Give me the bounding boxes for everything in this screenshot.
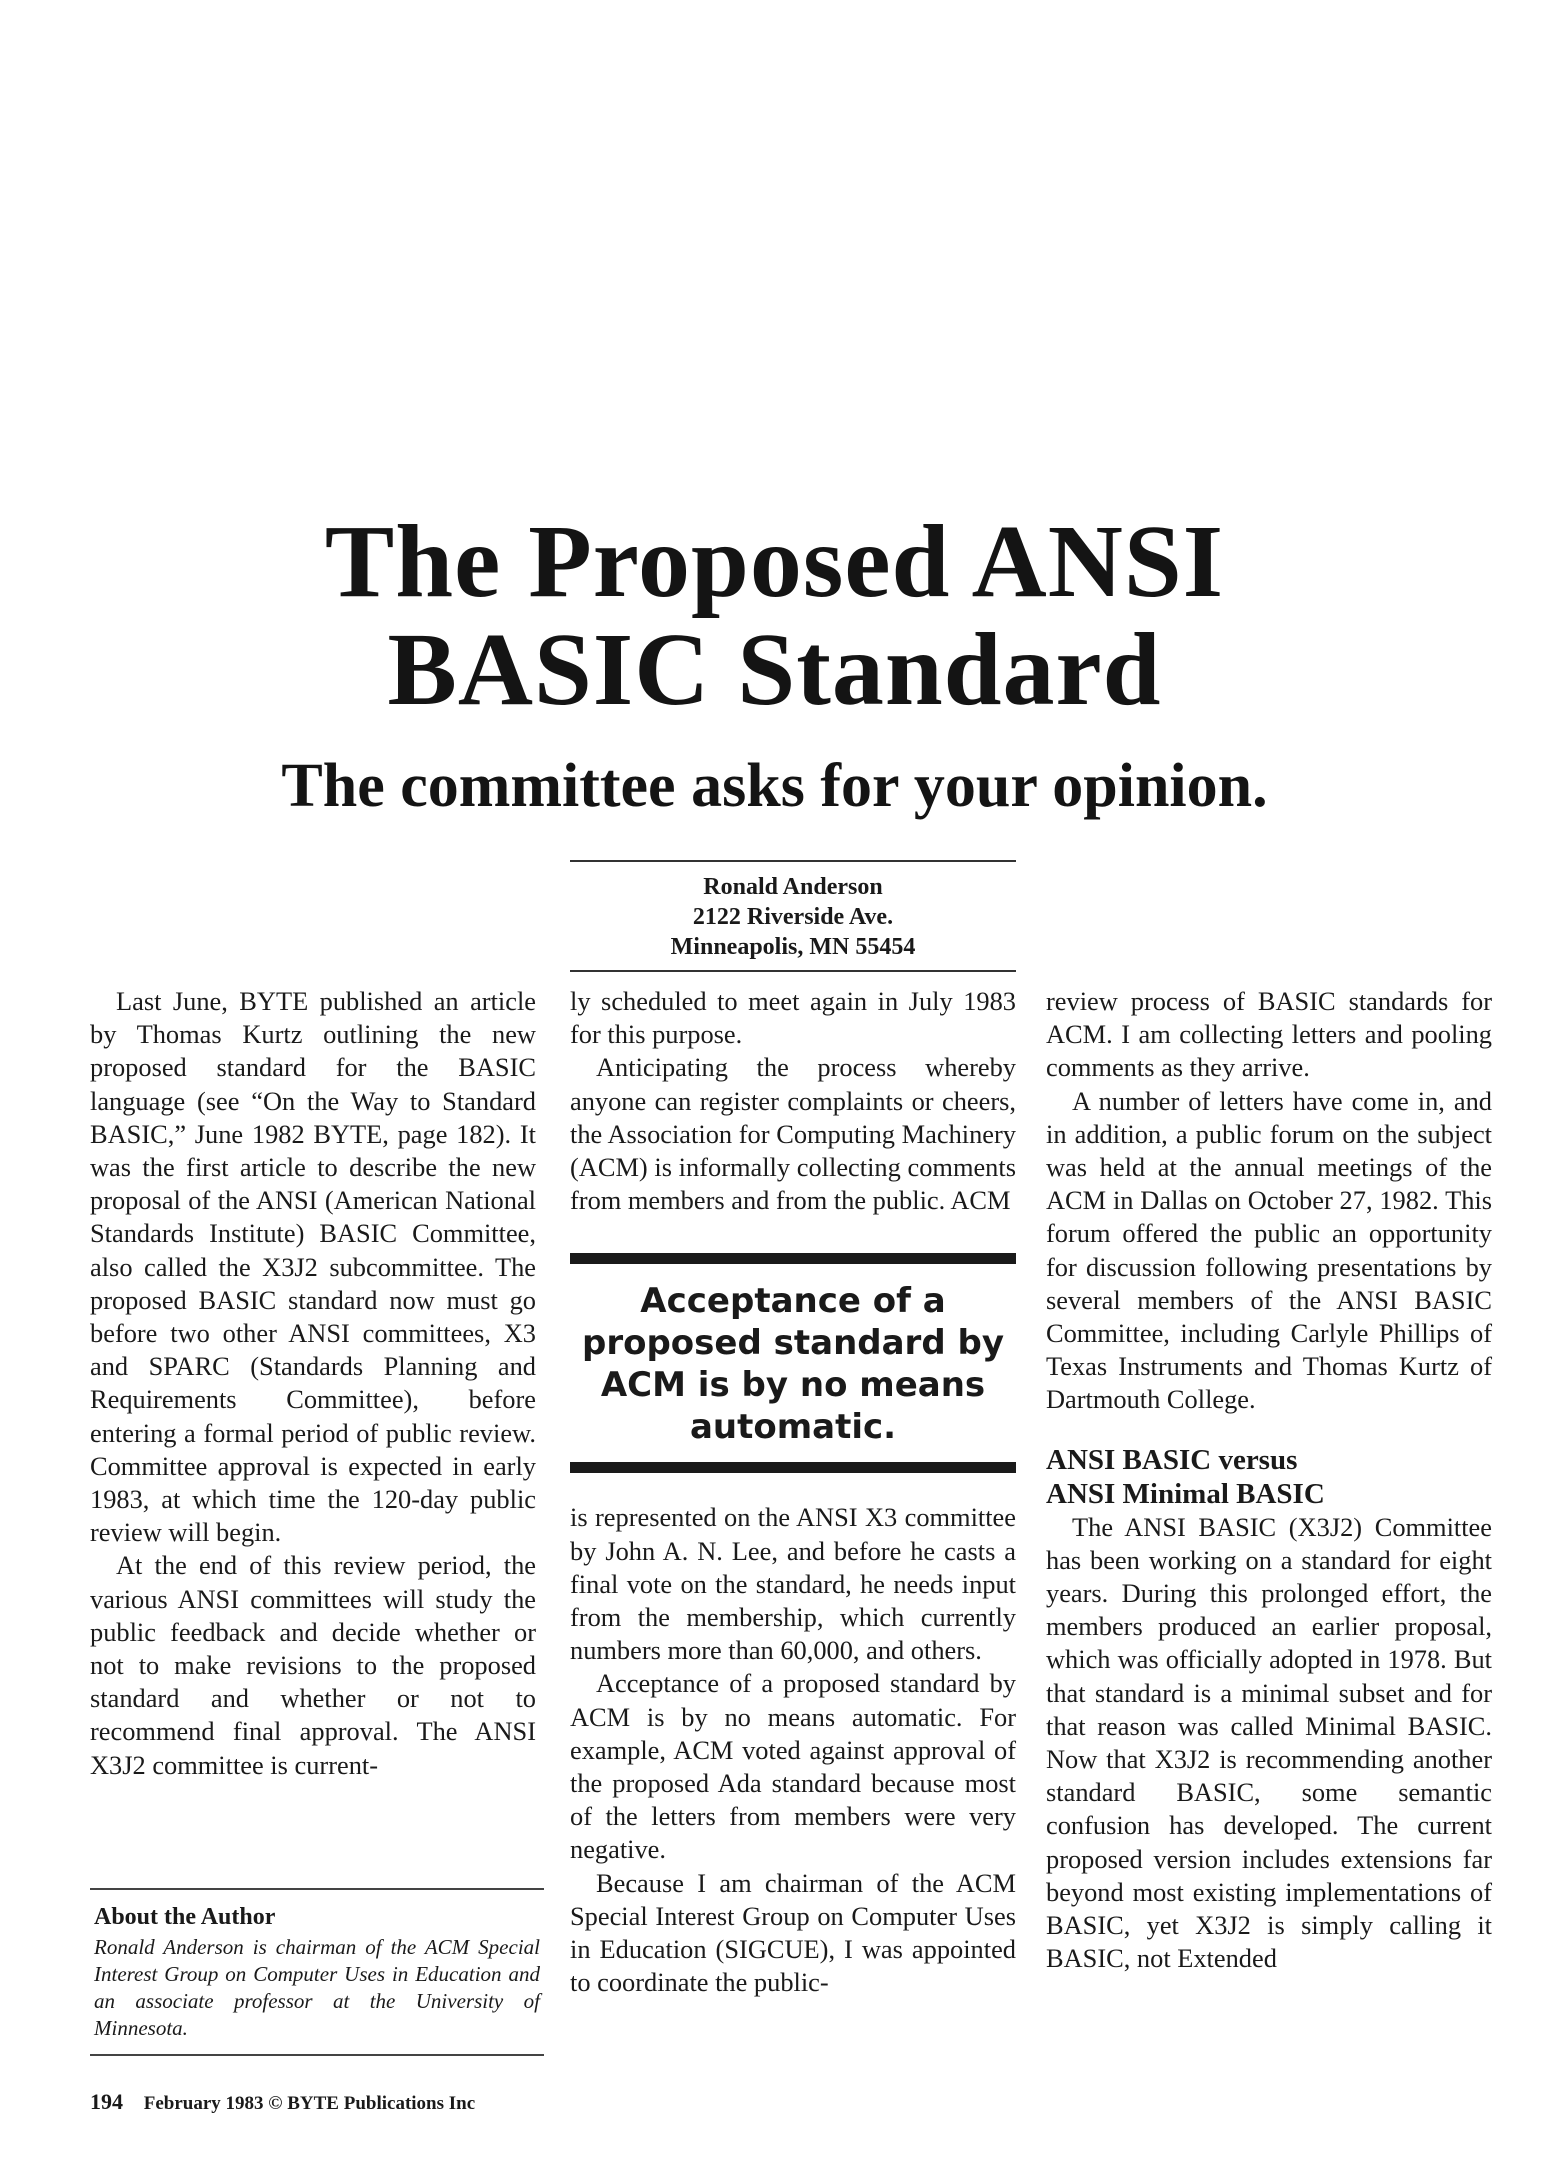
about-text: Ronald Anderson is chairman of the ACM Special Interest Group on Computer Uses in Education and an associate professor at the University of Minnesota. [94, 1935, 540, 2040]
author-street: 2122 Riverside Ave. [692, 904, 894, 930]
author-block [570, 860, 1016, 972]
about-heading: About the Author [94, 1904, 276, 1930]
pull-quote: Acceptance of a proposed standard by ACM is by no means automatic. [570, 1253, 1016, 1473]
column-1 [90, 985, 536, 1782]
section-heading-line-2: ANSI Minimal BASIC [1046, 1477, 1325, 1510]
column-1-paragraph-2: At the end of this review period, the various ANSI committees will study the public feedback and decide whether or not to make revisions to the proposed standard and whether or not to recommend final approval. The ANSI X3J2 committee is current- [90, 1550, 536, 1780]
column-2-paragraph-1: ly scheduled to meet again in July 1983 for this purpose. [570, 986, 1016, 1050]
title-line-2: BASIC Standard [387, 612, 1162, 727]
page-number: 194 [90, 2089, 123, 2114]
section-heading [1046, 1443, 1492, 1511]
page-footer [90, 2090, 475, 2116]
article-title [0, 504, 1549, 727]
author-name: Ronald Anderson [703, 874, 883, 900]
column-2-paragraph-3: is represented on the ANSI X3 committee by John A. N. Lee, and before he casts a final vote on the standard, he needs input from the membership, which currently numbers more than 60,000, and others. [570, 1502, 1016, 1666]
column-2 [570, 985, 1016, 1999]
column-2-paragraph-2: Anticipating the process whereby anyone can register complaints or cheers, the Association for Computing Machinery (ACM) is informally collecting comments from members and from the public. ACM [570, 1052, 1016, 1216]
title-line-1: The Proposed ANSI [324, 504, 1225, 619]
column-2-paragraph-4: Acceptance of a proposed standard by ACM is by no means automatic. For example, ACM voted against approval of the proposed Ada standard because most of the letters from members were very negative. [570, 1668, 1016, 1865]
footer-credit: February 1983 © BYTE Publications Inc [143, 2093, 476, 2114]
author-city: Minneapolis, MN 55454 [670, 934, 916, 960]
column-3 [1046, 985, 1492, 1975]
section-heading-line-1: ANSI BASIC versus [1046, 1443, 1298, 1476]
column-2-paragraph-5: Because I am chairman of the ACM Special Interest Group on Computer Uses in Education (SIGCUE), I was appointed to coordinate the public- [570, 1867, 1016, 1998]
column-3-paragraph-1: review process of BASIC standards for ACM. I am collecting letters and pooling comments as they arrive. [1046, 986, 1492, 1083]
column-1-paragraph-1: Last June, BYTE published an article by Thomas Kurtz outlining the new proposed standard for the BASIC language (see “On the Way to Standard BASIC,” June 1982 BYTE, page 182). It was the first article to describe the new proposal of the ANSI (American National Standards Institute) BASIC Committee, also called the X3J2 subcommittee. The proposed BASIC standard now must go before two other ANSI committees, X3 and SPARC (Standards Planning and Requirements Committee), before entering a formal period of public review. Committee approval is expected in early 1983, at which time the 120-day public review will begin. [90, 986, 536, 1548]
column-3-paragraph-2: A number of letters have come in, and in addition, a public forum on the subject was held at the annual meetings of the ACM in Dallas on October 27, 1982. This forum offered the public an opportunity for discussion following presentations by several members of the ANSI BASIC Committee, including Carlyle Phillips of Texas Instruments and Thomas Kurtz of Dartmouth College. [1046, 1085, 1492, 1415]
about-the-author-box [90, 1888, 544, 2056]
article-subtitle: The committee asks for your opinion. [281, 752, 1268, 820]
column-3-paragraph-3: The ANSI BASIC (X3J2) Committee has been working on a standard for eight years. During this prolonged effort, the members produced an earlier proposal, which was officially adopted in 1978. But that standard is a minimal subset and for that reason was called Minimal BASIC. Now that X3J2 is recommending another standard BASIC, some semantic confusion has developed. The current proposed version includes extensions far beyond most existing implementations of BASIC, yet X3J2 is simply calling it BASIC, not Extended [1046, 1511, 1492, 1974]
